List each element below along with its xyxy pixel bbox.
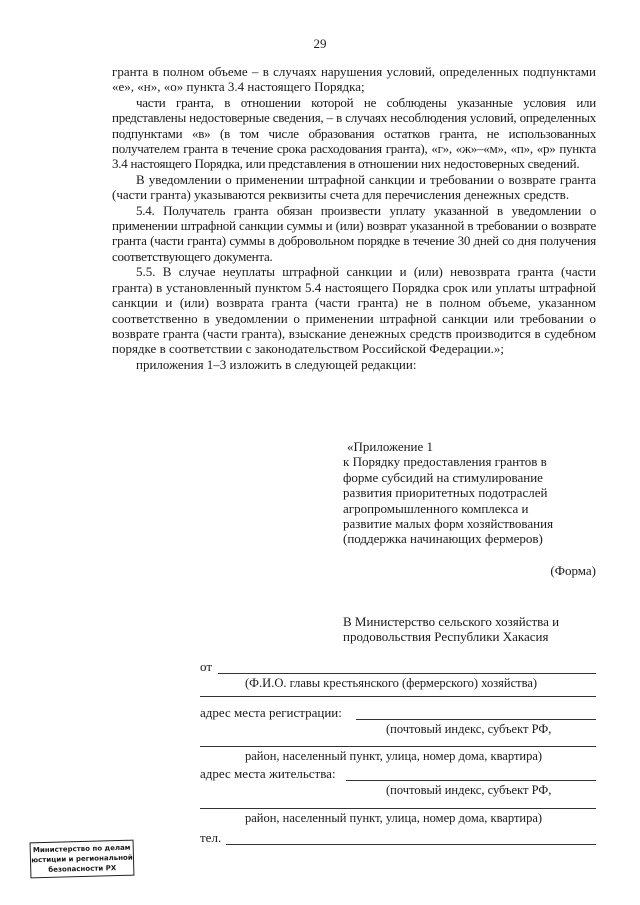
registration-blank-line[interactable] (356, 719, 596, 720)
appendix-line: развитие малых форм хозяйствования (343, 516, 554, 532)
paragraph: приложения 1–3 изложить в следующей редакции: (136, 356, 417, 372)
phone-blank-line[interactable] (226, 844, 596, 845)
from-label: от (200, 659, 213, 674)
phone-label: тел. (200, 830, 222, 845)
addressee (343, 614, 603, 645)
residence-blank-line-2[interactable] (200, 808, 596, 809)
district-caption-2: район, населенный пункт, улица, номер дома, квартира) (245, 811, 543, 825)
form-label: (Форма) (550, 563, 596, 578)
from-blank-line[interactable] (218, 673, 596, 674)
appendix-line: агропромышленного комплекса и (343, 500, 529, 516)
postal-caption-1: (почтовый индекс, субъект РФ, (386, 722, 552, 736)
registration-label: адрес места регистрации: (200, 705, 342, 720)
registration-blank-line-2[interactable] (200, 746, 596, 747)
stamp-line: юстиции и региональной (31, 853, 133, 865)
addressee-line: В Министерство сельского хозяйства и (343, 614, 560, 629)
paragraph: части гранта, в отношении которой не соблюдены указанные условия или представлены недостоверные сведения, – в случаях несоблюдения условий, определенных подпунктами «в» (в том числе образования остатков гранта, не использованных получателем гранта в течение срока расходования гранта), «г», «ж»–«м», «п», «р» пункта 3.4 настоящего Порядка, или представления в отношении них недостоверных сведений. (112, 94, 596, 172)
appendix-title: «Приложение 1 (347, 439, 434, 454)
appendix-line: к Порядку предоставления грантов в (343, 454, 547, 470)
stamp-line: Министерство по делам (32, 843, 131, 855)
paragraph: гранта в полном объеме – в случаях нарушения условий, определенных подпунктами «е», «н», «о» пункта 3.4 настоящего Порядка; (112, 64, 596, 95)
residence-label: адрес места жительства: (200, 766, 336, 781)
head-caption: (Ф.И.О. главы крестьянского (фермерского) хозяйства) (245, 676, 538, 690)
paragraph: 5.4. Получатель гранта обязан произвести уплату указанной в уведомлении о применении штрафной санкции суммы и (или) возврат указанной в требовании о возврате гранта (части гранта) суммы в добровольном порядке в течение 30 дней со дня получения соответствующего документа. (112, 202, 596, 264)
appendix-line: (поддержка начинающих фермеров) (343, 531, 543, 547)
ministry-stamp (30, 840, 135, 879)
addressee-line: продовольствия Республики Хакасия (343, 629, 549, 645)
district-caption-1: район, населенный пункт, улица, номер дома, квартира) (245, 749, 543, 763)
stamp-line: безопасности РХ (48, 864, 117, 874)
body-text (112, 64, 596, 372)
appendix-header (343, 439, 598, 547)
residence-blank-line[interactable] (346, 780, 596, 781)
paragraph: В уведомлении о применении штрафной санкции и требовании о возврате гранта (части гранта) указываются реквизиты счета для перечисления денежных средств. (112, 171, 596, 203)
appendix-line: развития приоритетных подотраслей (343, 485, 548, 501)
page-number: 29 (313, 36, 327, 51)
head-blank-line[interactable] (200, 696, 596, 697)
appendix-line: форме субсидий на стимулирование (343, 469, 543, 485)
paragraph: 5.5. В случае неуплаты штрафной санкции и (или) невозврата гранта (части гранта) в установленный пунктом 5.4 настоящего Порядка срок или уплаты штрафной санкции и (или) возврата гранта (части гранта) не в полном объеме, указанном соответственно в уведомлении о применении штрафной санкции или требовании о возврате гранта (части гранта), взыскание денежных средств производится в судебном порядке в соответствии с законодательством Российской Федерации.»; (112, 264, 596, 357)
postal-caption-2: (почтовый индекс, субъект РФ, (386, 783, 552, 797)
